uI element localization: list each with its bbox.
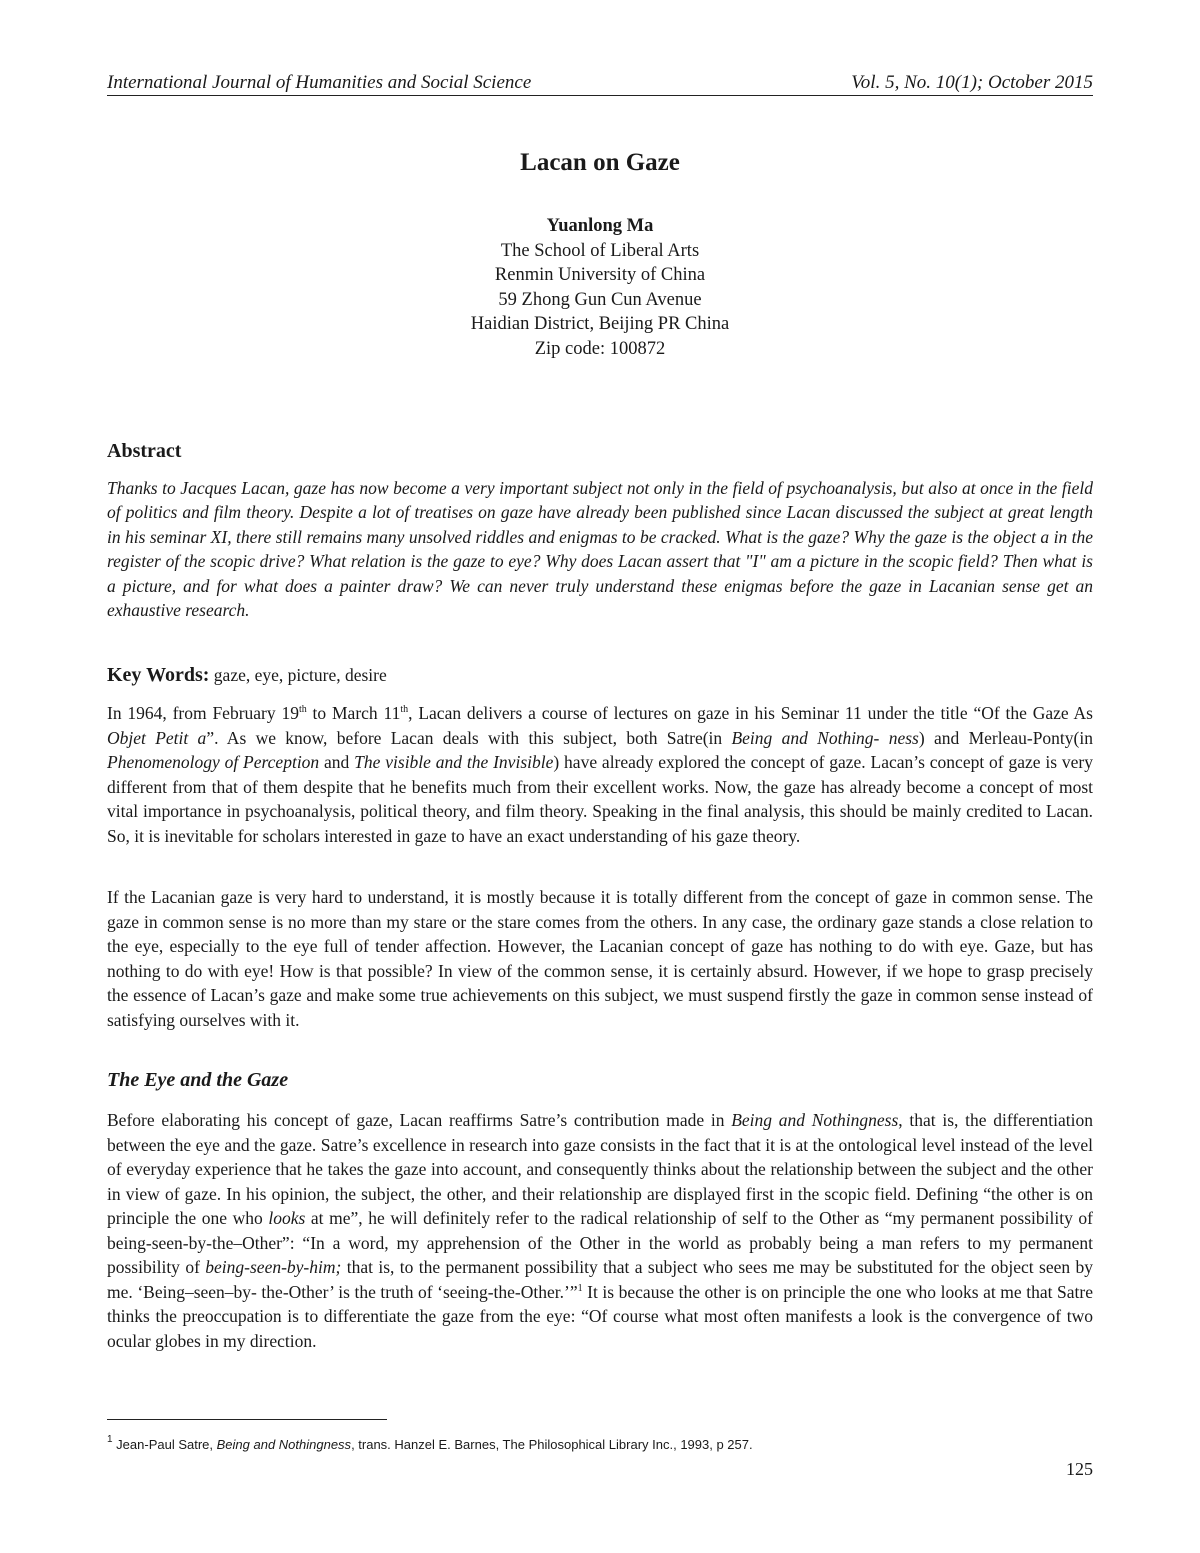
keywords — [107, 662, 1093, 688]
journal-name: International Journal of Humanities and Social Science — [107, 72, 532, 93]
author-block — [0, 214, 1200, 362]
text-run: In 1964, from February 19 — [107, 703, 299, 723]
text-run: at me”, he will definitely refer to the radical relationship of self to the Other as “my permanent possibility of being-seen-by-the–Other”: “In a word, my apprehension of the Other in the world as probably being a man refers to my permanent possibility of — [107, 1208, 1094, 1277]
section-heading: The Eye and the Gaze — [107, 1069, 289, 1091]
text-run: , Lacan delivers a course of lectures on gaze in his Seminar 11 under the title “Of the Gaze As — [408, 703, 1093, 723]
abstract-text: Thanks to Jacques Lacan, gaze has now become a very important subject not only in the field of psychoanalysis, but also at once in the field of politics and film theory. Despite a lot of treatises on gaze have already been published since Lacan discussed the subject at great length in his seminar XI, there still remains many unsolved riddles and enigmas to be cracked. What is the gaze? Why the gaze is the object a in the register of the scopic drive? What relation is the gaze to eye? Why does Lacan assert that "I" am a picture in the scopic field? Then what is a picture, and for what does a painter draw? We can never truly understand these enigmas before the gaze in Lacanian sense get an exhaustive research. — [107, 478, 1093, 621]
text-run: , trans. Hanzel E. Barnes, The Philosophical Library Inc., 1993, p 257. — [351, 1437, 753, 1452]
text-run: ) and Merleau-Ponty(in — [918, 727, 1093, 748]
paper-title: Lacan on Gaze — [520, 149, 680, 176]
abstract-heading: Abstract — [107, 440, 182, 462]
superscript: th — [400, 704, 409, 715]
footnote-marker: 1 — [107, 1434, 113, 1445]
page-number: 125 — [1066, 1459, 1093, 1479]
superscript: th — [298, 704, 307, 715]
text-run: ) have already explored the concept of gaze. Lacan’s concept of gaze is very different from that of them despite that he benefits much from their excellent works. Now, the gaze has already become a concept of most vital importance in psychoanalysis, political theory, and film theory. Speaking in the final analysis, this should be mainly credited to Lacan. So, it is inevitable for scholars interested in gaze to have an exact understanding of his gaze theory. — [107, 752, 1093, 846]
body-paragraph-2: If the Lacanian gaze is very hard to understand, it is mostly because it is totally different from the concept of gaze in common sense. The gaze in common sense is no more than my stare or the stare comes from the others. In any case, the ordinary gaze stands a close relation to the eye, especially to the eye full of tender affection. However, the Lacanian concept of gaze has nothing to do with eye. Gaze, but has nothing to do with eye! How is that possible? In view of the common sense, it is certainly absurd. However, if we hope to grasp precisely the essence of Lacan’s gaze and make some true achievements on this subject, we must suspend firstly the gaze in common sense instead of satisfying ourselves with it. — [107, 887, 1093, 1030]
text-run: to March 11 — [306, 703, 401, 723]
footnote — [107, 1436, 1093, 1454]
text-run: , that is, the differentiation between the eye and the gaze. Satre’s excellence in research into gaze consists in the fact that it is at the ontological level instead of the level of everyday experience that he takes the gaze into account, and consequently thinks about the relationship between the subject and the other in view of gaze. In his opinion, the subject, the other, and their relationship are displayed first in the scopic field. Defining “the other is on principle the one who — [107, 1110, 1094, 1228]
footnote-ref[interactable]: 1 — [577, 1282, 583, 1294]
italic-title: Being and Nothingness — [216, 1437, 352, 1452]
italic-title: Phenomenology of Perception — [107, 752, 320, 772]
text-run: that is, to the permanent possibility that a subject who sees me may be substituted for the object seen by me. ‘Being–seen–by- the-Other’ is the truth of ‘seeing-the-Other.’” — [107, 1257, 1093, 1302]
text-run: Before elaborating his concept of gaze, Lacan reaffirms Satre’s contribution made in — [107, 1110, 732, 1130]
italic-word: looks — [268, 1208, 306, 1228]
italic-title: The visible and the Invisible — [354, 752, 554, 772]
italic-title: Objet Petit a — [107, 727, 207, 748]
author-name: Yuanlong Ma — [546, 216, 654, 236]
keywords-list: gaze, eye, picture, desire — [213, 665, 387, 685]
issue-info: Vol. 5, No. 10(1); October 2015 — [851, 72, 1093, 93]
text-run: ”. As we know, before Lacan deals with this subject, both Satre(in — [206, 727, 732, 748]
body-paragraph-1 — [107, 701, 1093, 848]
affiliation-line: Haidian District, Beijing PR China — [470, 314, 730, 335]
italic-word: being-seen-by-him; — [205, 1257, 342, 1277]
affiliation-line: The School of Liberal Arts — [500, 240, 700, 261]
body-paragraph-3 — [107, 1108, 1093, 1353]
affiliation-line: Renmin University of China — [494, 265, 706, 286]
text-run: Jean-Paul Satre, — [112, 1437, 217, 1452]
italic-title: Being and Nothingness — [731, 1110, 899, 1130]
text-run: It is because the other is on principle the one who looks at me that Satre thinks the preoccupation is to differentiate the gaze from the eye: “Of course what most often manifests a look is the convergence of two ocular globes in my direction. — [107, 1281, 1093, 1351]
running-header — [107, 72, 1093, 96]
footnote-divider — [107, 1419, 387, 1420]
keywords-label: Key Words: — [107, 664, 210, 686]
affiliation-line: Zip code: 100872 — [534, 338, 666, 359]
affiliation-line: 59 Zhong Gun Cun Avenue — [498, 289, 702, 310]
italic-title: Being and Nothing- ness — [731, 727, 919, 748]
text-run: and — [319, 752, 355, 772]
